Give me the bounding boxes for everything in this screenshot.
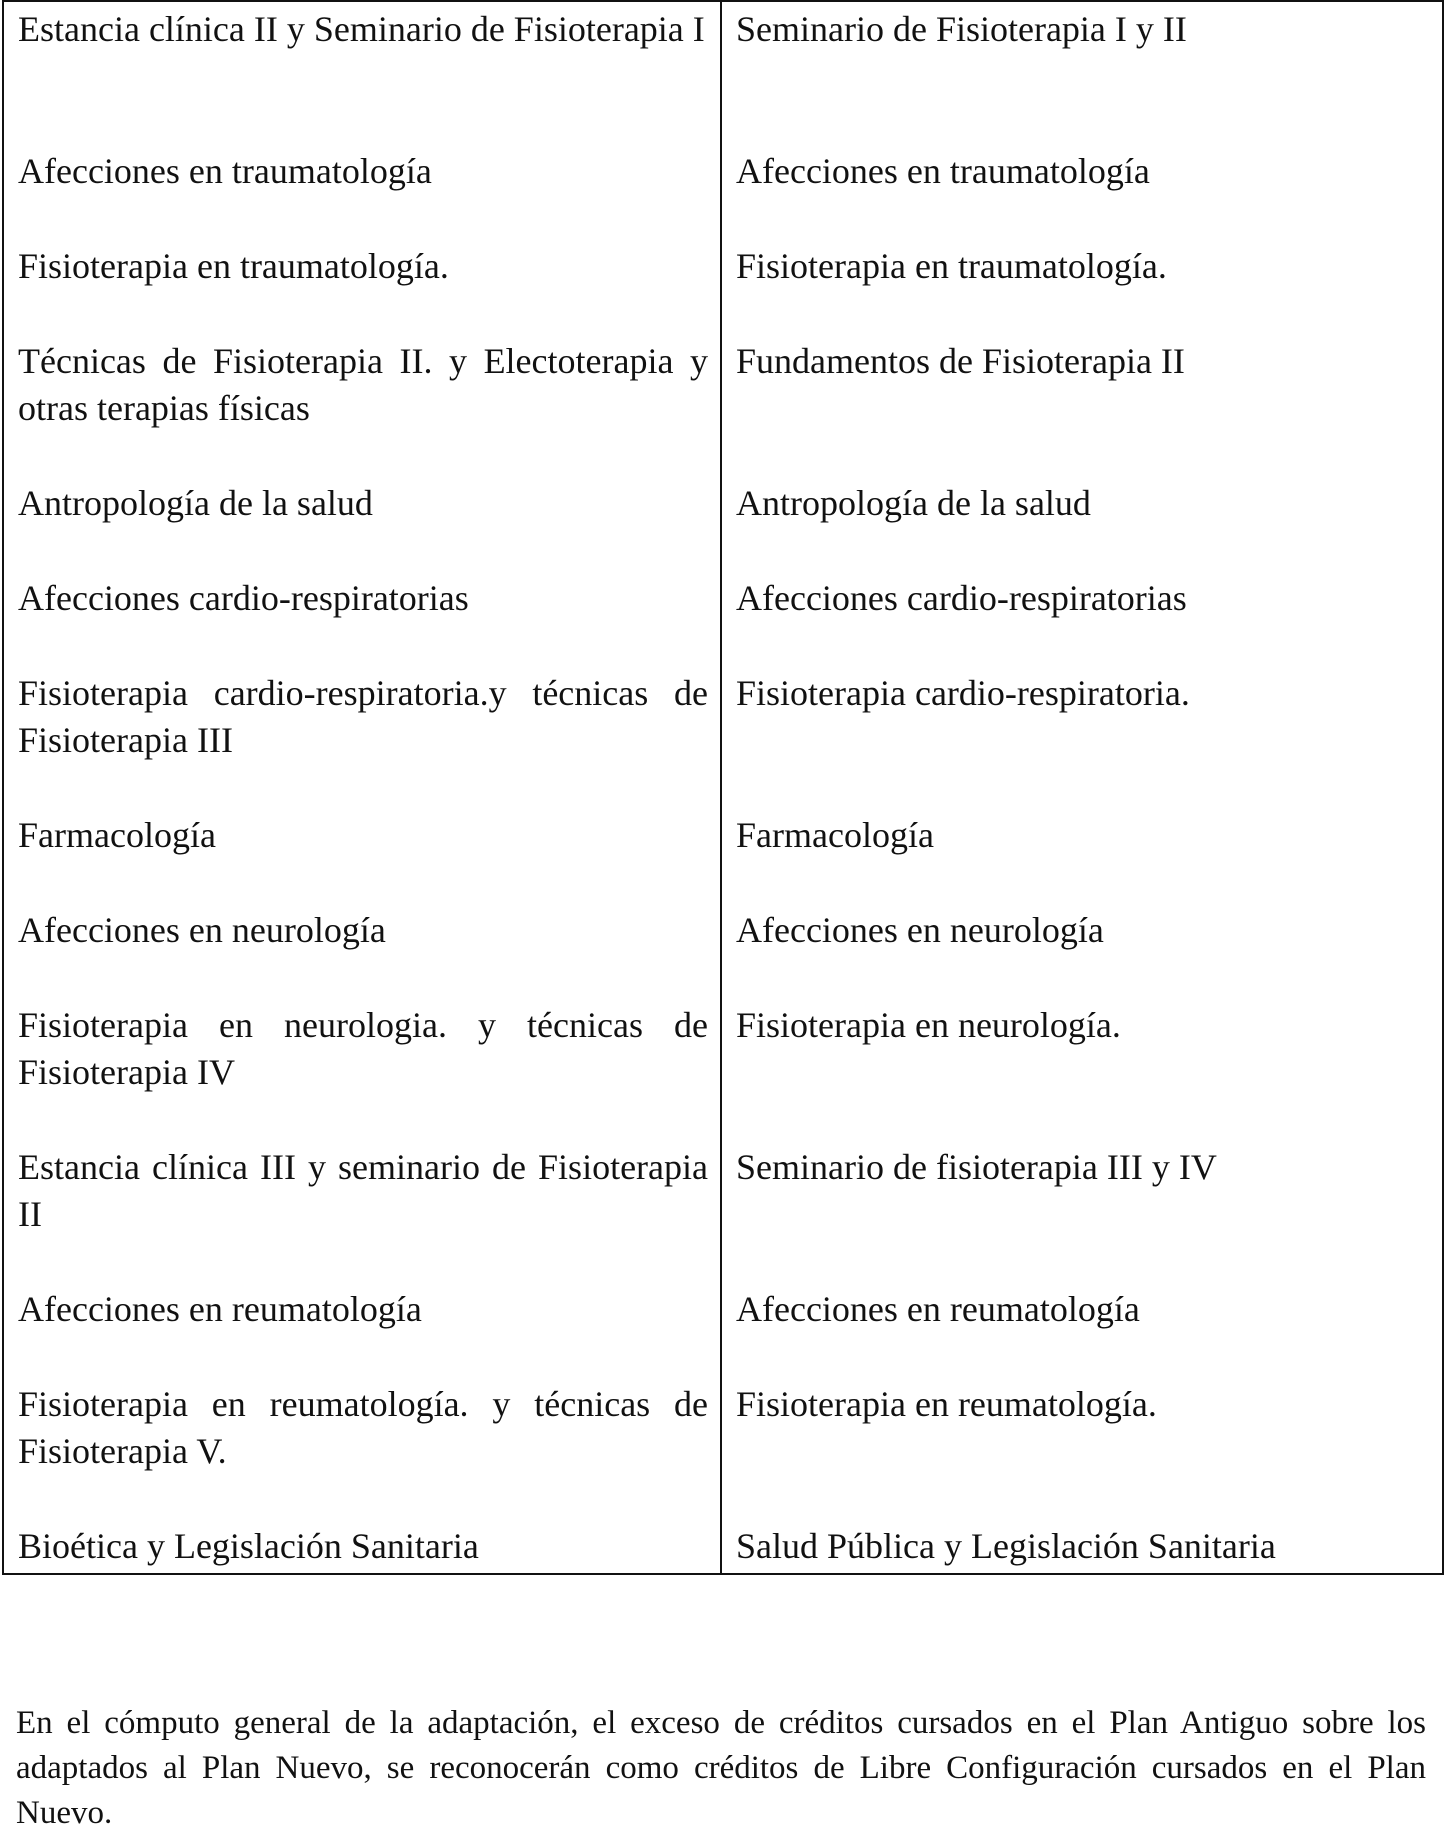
new-plan-cell: Fisioterapia cardio-respiratoria. (721, 666, 1443, 808)
old-plan-cell: Afecciones en traumatología (3, 144, 721, 239)
new-plan-cell: Fisioterapia en neurología. (721, 998, 1443, 1140)
new-plan-cell: Fundamentos de Fisioterapia II (721, 334, 1443, 476)
table-row (3, 808, 1443, 903)
table-row (3, 903, 1443, 998)
new-plan-cell: Fisioterapia en traumatología. (721, 239, 1443, 334)
adaptation-table (2, 0, 1444, 1575)
table-row (3, 334, 1443, 476)
new-plan-cell: Seminario de Fisioterapia I y II (721, 1, 1443, 144)
new-plan-cell: Seminario de fisioterapia III y IV (721, 1140, 1443, 1282)
table-row (3, 1, 1443, 144)
table-row (3, 144, 1443, 239)
old-plan-cell: Afecciones en neurología (3, 903, 721, 998)
new-plan-cell: Afecciones en reumatología (721, 1282, 1443, 1377)
new-plan-cell: Farmacología (721, 808, 1443, 903)
new-plan-cell: Afecciones en traumatología (721, 144, 1443, 239)
old-plan-cell: Fisioterapia en traumatología. (3, 239, 721, 334)
table-row (3, 998, 1443, 1140)
new-plan-cell: Afecciones cardio-respiratorias (721, 571, 1443, 666)
table-row (3, 476, 1443, 571)
old-plan-cell: Fisioterapia en reumatología. y técnicas de Fisioterapia V. (3, 1377, 721, 1519)
table-row (3, 239, 1443, 334)
old-plan-cell: Estancia clínica II y Seminario de Fisioterapia I (3, 1, 721, 144)
table-row (3, 666, 1443, 808)
table-row (3, 1519, 1443, 1574)
old-plan-cell: Fisioterapia cardio-respiratoria.y técnicas de Fisioterapia III (3, 666, 721, 808)
new-plan-cell: Fisioterapia en reumatología. (721, 1377, 1443, 1519)
old-plan-cell: Afecciones cardio-respiratorias (3, 571, 721, 666)
table-row (3, 1282, 1443, 1377)
old-plan-cell: Estancia clínica III y seminario de Fisioterapia II (3, 1140, 721, 1282)
new-plan-cell: Afecciones en neurología (721, 903, 1443, 998)
credits-note-paragraph: En el cómputo general de la adaptación, el exceso de créditos cursados en el Plan Antiguo sobre los adaptados al Plan Nuevo, se reconocerán como créditos de Libre Configuración cursados en el Plan Nuevo. (16, 1705, 1426, 1831)
old-plan-cell: Técnicas de Fisioterapia II. y Electoterapia y otras terapias físicas (3, 334, 721, 476)
old-plan-cell: Afecciones en reumatología (3, 1282, 721, 1377)
old-plan-cell: Farmacología (3, 808, 721, 903)
new-plan-cell: Salud Pública y Legislación Sanitaria (721, 1519, 1443, 1574)
new-plan-cell: Antropología de la salud (721, 476, 1443, 571)
table-row (3, 1377, 1443, 1519)
old-plan-cell: Antropología de la salud (3, 476, 721, 571)
table-row (3, 1140, 1443, 1282)
old-plan-cell: Fisioterapia en neurologia. y técnicas de Fisioterapia IV (3, 998, 721, 1140)
old-plan-cell: Bioética y Legislación Sanitaria (3, 1519, 721, 1574)
table-row (3, 571, 1443, 666)
